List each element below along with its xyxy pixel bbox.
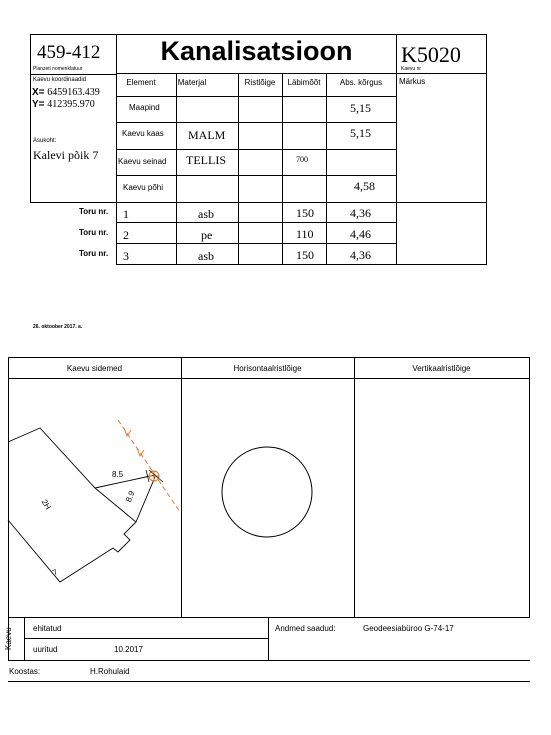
col-diameter: Läbimõõt	[287, 78, 321, 87]
height-value: 5,15	[350, 126, 371, 140]
row-label: Kaevu kaas	[122, 129, 164, 138]
pipe-nr: 3	[123, 249, 129, 263]
building-label: 2H	[39, 497, 53, 512]
page-title: Kanalisatsioon	[160, 36, 353, 66]
sheet-number: 459-412	[37, 42, 101, 63]
sketch-col-horizontal: Horisontaalristlõige	[233, 364, 302, 373]
well-number: K5020	[401, 42, 461, 67]
pipe-diameter: 110	[296, 227, 314, 241]
building-outline	[8, 428, 136, 582]
well-side-label: Kaevu	[4, 627, 13, 650]
source-value: Geodeesiabüroo G-74-17	[363, 624, 454, 633]
row-label: Kaevu seinad	[118, 157, 167, 166]
pipe-material: pe	[201, 228, 213, 242]
tie-distance-2: 8.9	[124, 489, 137, 504]
pipe-height: 4,36	[350, 206, 371, 220]
pipe-label: Toru nr.	[79, 228, 109, 237]
pipe-height: 4,46	[350, 227, 371, 241]
sheet-label: Planzeti nomenklatuur	[33, 66, 83, 72]
built-label: ehitatud	[33, 624, 62, 633]
diameter-value: 700	[296, 155, 308, 164]
col-element: Element	[126, 78, 156, 87]
author-label: Koostas:	[9, 667, 41, 676]
x-label: X=	[32, 87, 45, 98]
pipe-height: 4,36	[350, 248, 371, 262]
date-stamp: 26. oktoober 2017. a.	[33, 324, 83, 330]
y-value: 412395.970	[47, 99, 95, 110]
pipe-material: asb	[198, 207, 214, 221]
well-label: Kaevu nr	[401, 66, 422, 72]
material-value: MALM	[188, 128, 226, 142]
location-value: Kalevi põik 7	[33, 148, 99, 162]
pipe-nr: 1	[123, 207, 129, 221]
row-label: Maapind	[129, 103, 160, 112]
sketch-col-vertical: Vertikaalristlõige	[412, 364, 471, 373]
x-value: 6459163.439	[47, 87, 100, 98]
surveyed-value: 10.2017	[114, 645, 143, 654]
sketch-col-ties: Kaevu sidemed	[66, 364, 123, 373]
col-height: Abs. kõrgus	[339, 78, 383, 87]
corner-label: 7	[51, 567, 60, 578]
pipe-diameter: 150	[296, 206, 314, 220]
pipe-diameter: 150	[296, 248, 314, 262]
author-value: H.Rohulaid	[90, 667, 130, 676]
pipe-label: Toru nr.	[79, 249, 109, 258]
surveyed-label: uuritud	[33, 645, 58, 654]
horizontal-section-circle	[222, 447, 312, 537]
col-section: Ristlõige	[244, 78, 276, 87]
pipe-nr: 2	[123, 228, 129, 242]
remarks-label: Märkus	[399, 77, 426, 86]
height-value: 5,15	[350, 101, 371, 115]
pipe-label: Toru nr.	[79, 207, 109, 216]
col-material: Materjal	[177, 78, 207, 87]
source-label: Andmed saadud:	[275, 624, 336, 633]
coords-label: Kaevu koordinaadid	[33, 77, 87, 83]
tie-distance-1: 8.5	[112, 470, 124, 479]
y-label: Y=	[32, 99, 45, 110]
height-value: 4,58	[354, 179, 375, 193]
location-label: Asukoht:	[33, 138, 57, 144]
row-label: Kaevu põhi	[123, 183, 164, 192]
material-value: TELLIS	[186, 153, 226, 167]
pipe-material: asb	[198, 249, 214, 263]
well-symbol-icon	[149, 471, 159, 481]
